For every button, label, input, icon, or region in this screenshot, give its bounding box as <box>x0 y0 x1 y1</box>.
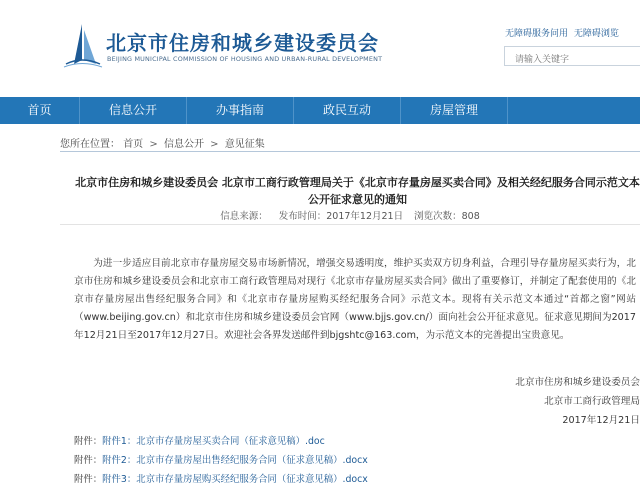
nav-item-more[interactable] <box>508 97 615 124</box>
breadcrumb-opinion-collection[interactable]: 意见征集 <box>224 139 265 150</box>
meta-views: 浏览次数：808 <box>414 211 480 222</box>
logo-icon[interactable] <box>60 20 104 70</box>
article-meta <box>60 208 640 222</box>
attachment-item <box>74 432 368 451</box>
attachment-label: 附件： <box>74 455 103 466</box>
attachment-item <box>74 470 368 488</box>
nav-item-home[interactable]: 首页 <box>0 97 80 124</box>
attachment-label: 附件： <box>74 474 103 485</box>
main-nav <box>0 97 640 124</box>
signature-org2: 北京市工商行政管理局 <box>544 396 640 407</box>
site-subtitle: BEIJING MUNICIPAL COMMISSION OF HOUSING AND URBAN-RURAL DEVELOPMENT <box>107 55 383 63</box>
signature-org1: 北京市住房和城乡建设委员会 <box>515 377 640 388</box>
attachment-link-1[interactable]: 附件1：北京市存量房屋买卖合同（征求意见稿）.doc <box>102 436 325 447</box>
nav-item-service-guide[interactable]: 办事指南 <box>187 97 294 124</box>
nav-item-housing-management[interactable]: 房屋管理 <box>401 97 508 124</box>
breadcrumb-separator: > <box>210 139 219 150</box>
breadcrumb-info-disclosure[interactable]: 信息公开 <box>163 139 204 150</box>
nav-item-public-interaction[interactable]: 政民互动 <box>294 97 401 124</box>
search-input[interactable] <box>505 51 640 69</box>
signature-block <box>515 373 640 430</box>
accessibility-exit-link[interactable]: 无障碍浏览 <box>573 29 619 39</box>
article-body <box>74 255 636 345</box>
attachment-label: 附件： <box>74 436 103 447</box>
accessibility-link[interactable]: 无障碍服务问用 <box>505 29 569 39</box>
body-paragraph: 为进一步适应目前北京市存量房屋交易市场新情况，增强交易透明度，维护买卖双方切身利益，合理引导存量房屋买卖行为，北京市住房和城乡建设委员会和北京市工商行政管理局对现行《北京市存量房屋买卖合同》做出了重要修订，并制定了配套使用的《北京市存量房屋出售经纪服务合同》和《北京市存量房屋购买经纪服务合同》示范文本。现将有关示范文本通过“首都之窗”网站（www.beijing.gov.cn）和北京市住房和城乡建设委员会官网（www.bjjs.gov.cn/）面向社会公开征求意见。征求意见期间为2017年12月21日至2017年12月27日。欢迎社会各界发送邮件到bjgshtc@163.com，为示范文本的完善提出宝贵意见。 <box>74 258 636 341</box>
meta-date: 发布时间：2017年12月21日 <box>278 211 404 222</box>
attachment-link-2[interactable]: 附件2：北京市存量房屋出售经纪服务合同（征求意见稿）.docx <box>102 455 368 466</box>
attachment-item <box>74 451 368 470</box>
breadcrumb-prefix: 您所在位置： <box>60 139 120 150</box>
search-box <box>504 46 640 66</box>
accessibility-links <box>505 26 622 39</box>
breadcrumb-home[interactable]: 首页 <box>123 139 144 150</box>
breadcrumb <box>60 135 265 150</box>
article <box>60 152 640 488</box>
breadcrumb-separator: > <box>149 139 158 150</box>
attachment-list <box>74 432 368 488</box>
site-header <box>0 0 640 97</box>
meta-divider <box>60 224 640 225</box>
attachment-link-3[interactable]: 附件3：北京市存量房屋购买经纪服务合同（征求意见稿）.docx <box>102 474 368 485</box>
meta-source: 信息来源： <box>220 211 268 222</box>
site-title[interactable]: 北京市住房和城乡建设委员会 <box>106 31 379 55</box>
nav-item-info-disclosure[interactable]: 信息公开 <box>80 97 187 124</box>
signature-date: 2017年12月21日 <box>562 415 640 426</box>
article-title: 北京市住房和城乡建设委员会 北京市工商行政管理局关于《北京市存量房屋买卖合同》及相关经纪服务合同示范文本公开征求意见的通知 <box>75 176 640 206</box>
